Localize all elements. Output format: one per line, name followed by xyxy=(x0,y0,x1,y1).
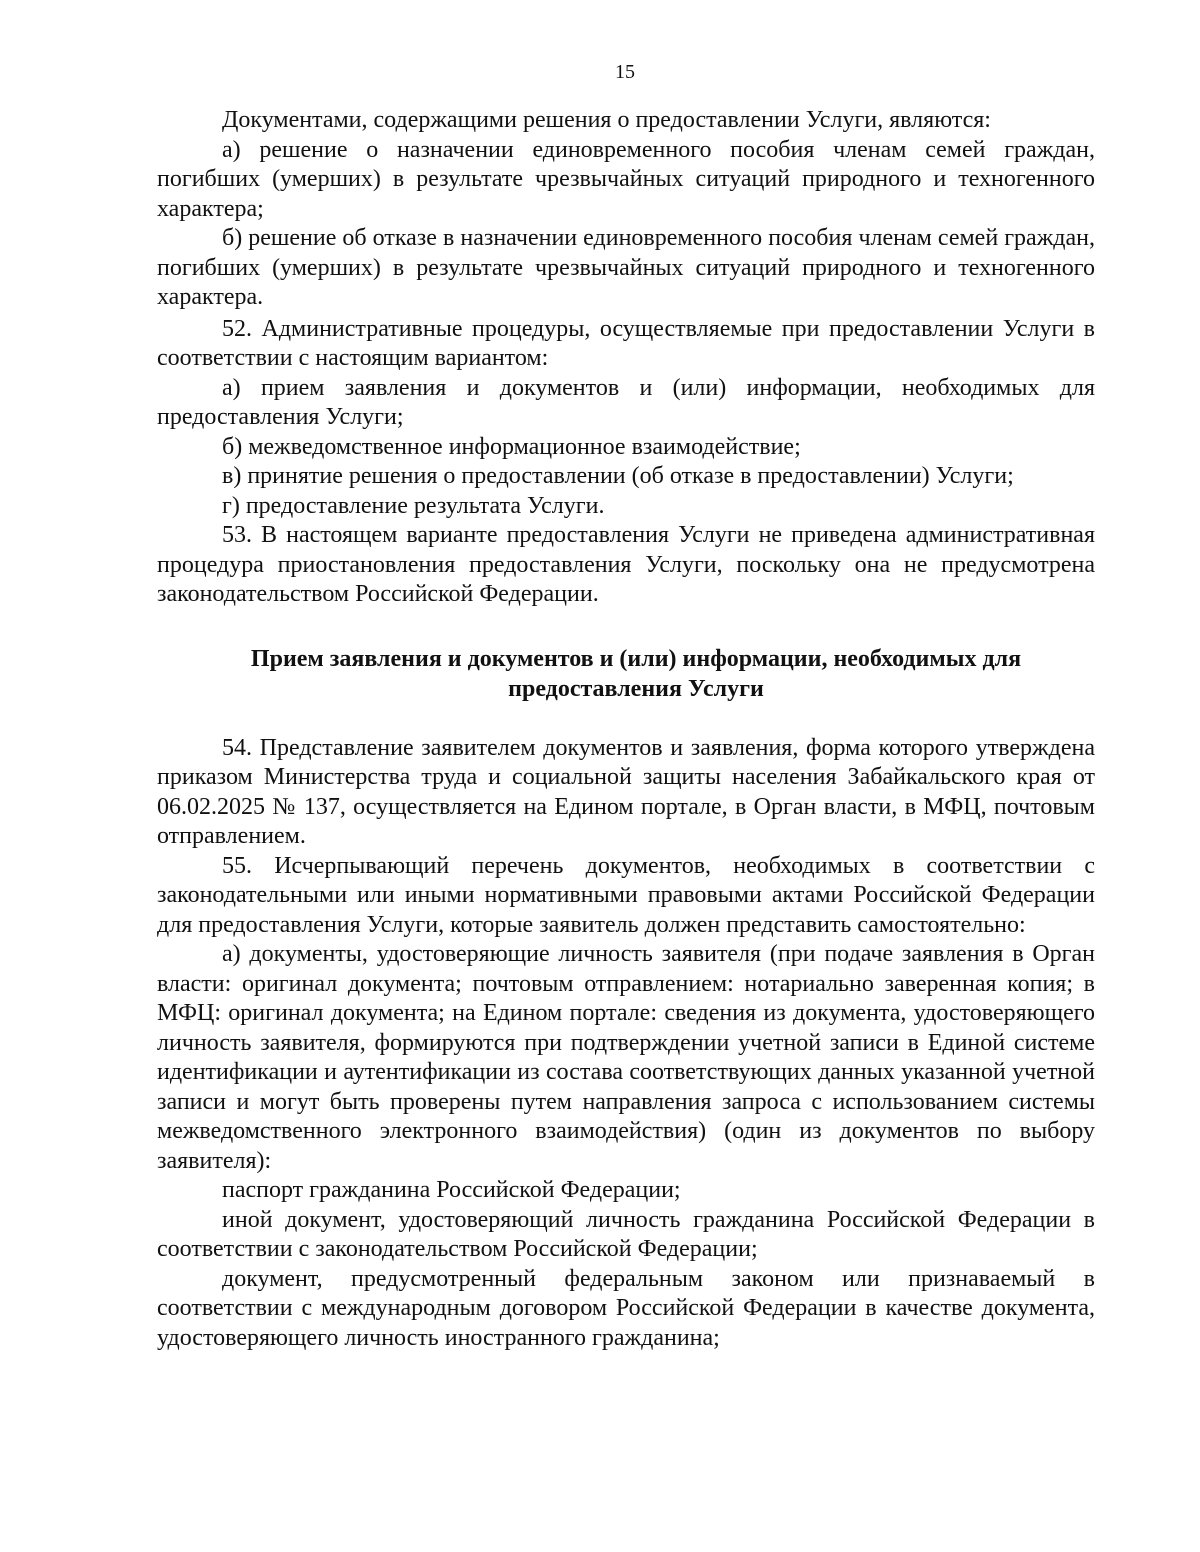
paragraph-decision-a: а) решение о назначении единовременного пособия членам семей граждан, погибших (умерших) в результате чрезвычайных ситуаций природного и техногенного характера; xyxy=(157,136,1095,222)
paragraph-decision-documents: Документами, содержащими решения о предоставлении Услуги, являются: xyxy=(222,107,991,133)
paragraph-decision-b: б) решение об отказе в назначении единовременного пособия членам семей граждан, погибших (умерших) в результате чрезвычайных ситуаций природного и техногенного характера. xyxy=(157,225,1095,310)
paragraph-52: 52. Административные процедуры, осуществляемые при предоставлении Услуги в соответствии с настоящим вариантом: xyxy=(157,315,1095,371)
paragraph-52-d: г) предоставление результата Услуги. xyxy=(222,492,605,519)
paragraph-53: 53. В настоящем варианте предоставления Услуги не приведена административная процедура приостановления предоставления Услуги, поскольку она не предусмотрена законодательством Российской Федерации. xyxy=(157,522,1095,607)
paragraph-55-a: а) документы, удостоверяющие личность заявителя (при подаче заявления в Орган власти: оригинал документа; почтовым отправлением: нотариально заверенная копия; в МФЦ: оригинал документа; на Едином портале: сведения из документа, удостоверяющего личность заявителя, формируются при подтверждении учетной записи в Единой системе идентификации и аутентификации из состава соответствующих данных указанной учетной записи и могут быть проверены путем направления запроса с использованием системы межведомственного электронного взаимодействия) (один из документов по выбору заявителя): xyxy=(157,941,1095,1174)
document-body xyxy=(157,106,1095,1353)
paragraph-54: 54. Представление заявителем документов и заявления, форма которого утверждена приказом Министерства труда и социальной защиты населения Забайкальского края от 06.02.2025 № 137, осуществляется на Едином портале, в Орган власти, в МФЦ, почтовым отправлением. xyxy=(157,734,1095,849)
page-number: 15 xyxy=(615,61,635,83)
paragraph-passport: паспорт гражданина Российской Федерации; xyxy=(222,1177,681,1203)
paragraph-foreign-id: документ, предусмотренный федеральным законом или признаваемый в соответствии с международным договором Российской Федерации в качестве документа, удостоверяющего личность иностранного гражданина; xyxy=(157,1265,1095,1351)
paragraph-52-a: а) прием заявления и документов и (или) информации, необходимых для предоставления Услуги; xyxy=(157,374,1095,430)
section-heading: Прием заявления и документов и (или) информации, необходимых для предоставления Услуги xyxy=(250,645,1022,702)
paragraph-55: 55. Исчерпывающий перечень документов, необходимых в соответствии с законодательными или иными нормативными правовыми актами Российской Федерации для предоставления Услуги, которые заявитель должен представить самостоятельно: xyxy=(157,852,1095,938)
paragraph-other-id: иной документ, удостоверяющий личность гражданина Российской Федерации в соответствии с законодательством Российской Федерации; xyxy=(157,1206,1095,1262)
paragraph-52-b: б) межведомственное информационное взаимодействие; xyxy=(222,433,801,460)
paragraph-52-c: в) принятие решения о предоставлении (об отказе в предоставлении) Услуги; xyxy=(222,463,1014,489)
